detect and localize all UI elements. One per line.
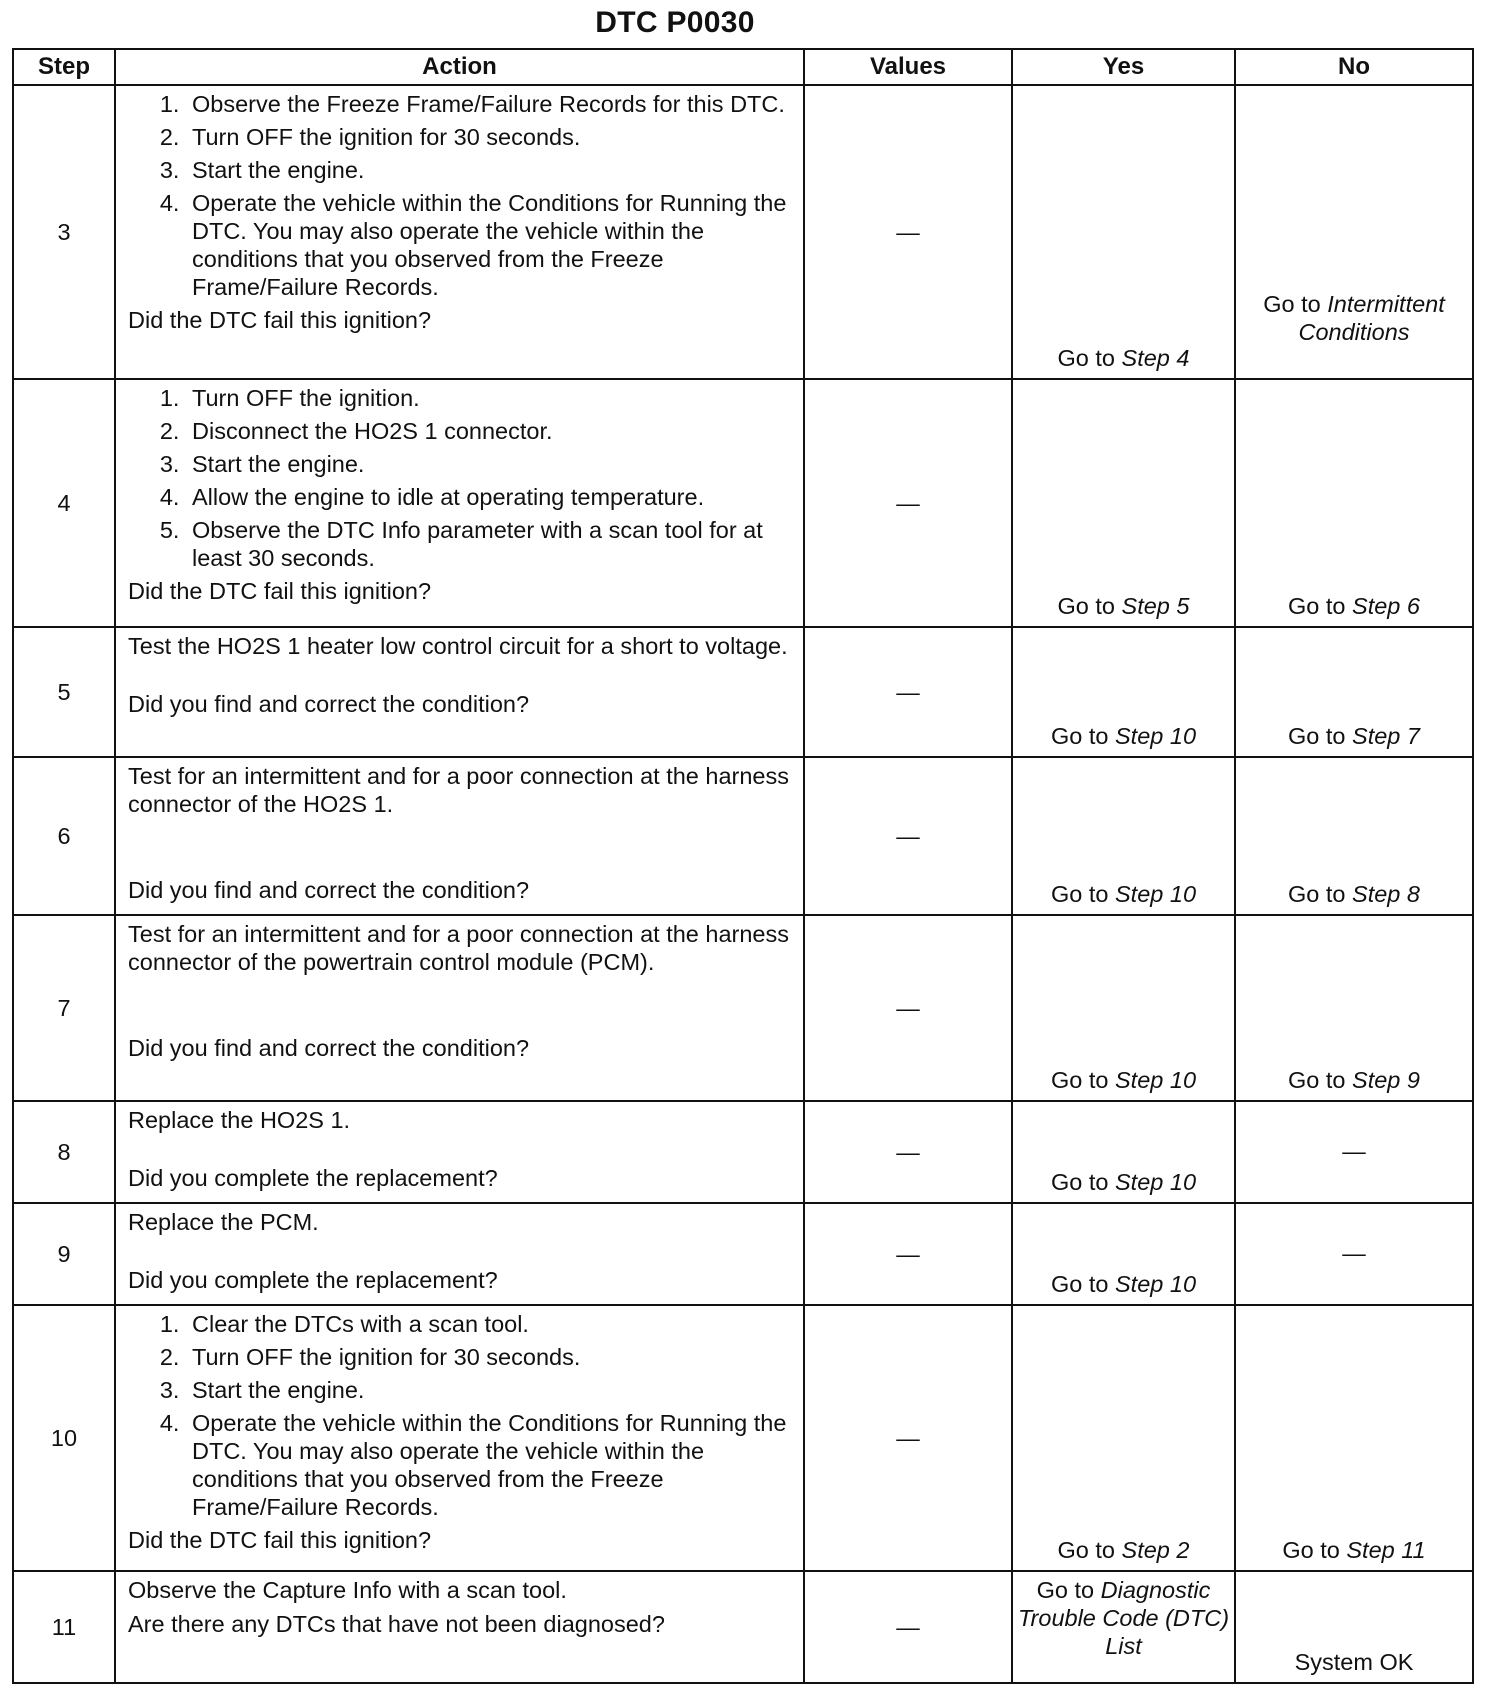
yes-link-step-10[interactable]: Step 10 [1115, 881, 1197, 907]
no-cell [1235, 1101, 1473, 1203]
go-to-label: Go to [1263, 291, 1321, 317]
action-question: Did you find and correct the condition? [128, 1035, 530, 1061]
action-question: Did you find and correct the condition? [128, 877, 530, 903]
action-list [128, 90, 793, 301]
action-text: Test the HO2S 1 heater low control circuit for a short to voltage. [128, 633, 788, 659]
action-list [128, 384, 793, 572]
action-question: Did the DTC fail this ignition? [128, 1527, 432, 1553]
yes-cell [1012, 85, 1235, 379]
go-to-label: Go to [1050, 1067, 1109, 1093]
yes-link-step-10[interactable]: Step 10 [1115, 723, 1197, 749]
values-dash: — [896, 1241, 920, 1267]
no-cell [1235, 757, 1473, 915]
values-cell [804, 1305, 1012, 1571]
action-question: Did the DTC fail this ignition? [128, 307, 432, 333]
step-number: 11 [13, 1571, 115, 1683]
no-link-step-11[interactable]: Step 11 [1346, 1537, 1426, 1563]
no-link-step-9[interactable]: Step 9 [1352, 1067, 1420, 1093]
no-dash: — [1342, 1240, 1366, 1266]
action-list [128, 1310, 793, 1521]
yes-link-step-10[interactable]: Step 10 [1115, 1271, 1197, 1297]
no-cell [1235, 1571, 1473, 1683]
action-text: Test for an intermittent and for a poor connection at the harness connector of the powertrain control module (PCM). [128, 921, 789, 975]
yes-cell [1012, 1101, 1235, 1203]
action-question: Did you complete the replacement? [128, 1165, 498, 1191]
action-cell [115, 1305, 804, 1571]
go-to-label: Go to [1036, 1577, 1095, 1603]
action-cell [115, 379, 804, 627]
yes-link-step-2[interactable]: Step 2 [1121, 1537, 1190, 1563]
action-cell [115, 1101, 804, 1203]
no-cell [1235, 915, 1473, 1101]
step-number: 6 [13, 757, 115, 915]
values-dash: — [896, 679, 920, 705]
go-to-label: Go to [1288, 1067, 1346, 1093]
table-row-step-8 [13, 1101, 1473, 1203]
action-text: Replace the HO2S 1. [128, 1107, 351, 1133]
action-question: Are there any DTCs that have not been diagnosed? [128, 1611, 665, 1637]
column-header-values: Values [804, 49, 1012, 85]
values-dash: — [896, 490, 920, 516]
table-row-step-7 [13, 915, 1473, 1101]
values-cell [804, 1571, 1012, 1683]
no-cell [1235, 379, 1473, 627]
action-item: 4. Operate the vehicle within the Conditions for Running the DTC. You may also operate the vehicle within the conditions that you observed from the Freeze Frame/Failure Records. [186, 1409, 793, 1521]
go-to-label: Go to [1050, 881, 1109, 907]
go-to-label: Go to [1057, 593, 1115, 619]
values-cell [804, 757, 1012, 915]
no-cell [1235, 627, 1473, 757]
action-question: Did the DTC fail this ignition? [128, 578, 432, 604]
action-item: 3. Start the engine. [186, 1376, 793, 1404]
action-item: 1. Observe the Freeze Frame/Failure Records for this DTC. [186, 90, 793, 118]
no-cell [1235, 85, 1473, 379]
values-dash: — [896, 1425, 920, 1451]
go-to-label: Go to [1050, 723, 1109, 749]
yes-cell [1012, 1203, 1235, 1305]
step-number: 7 [13, 915, 115, 1101]
go-to-label: Go to [1288, 723, 1346, 749]
action-item: 1. Clear the DTCs with a scan tool. [186, 1310, 793, 1338]
step-number: 3 [13, 85, 115, 379]
action-cell [115, 627, 804, 757]
values-dash: — [896, 219, 920, 245]
action-cell [115, 85, 804, 379]
yes-cell [1012, 1305, 1235, 1571]
action-item: 5. Observe the DTC Info parameter with a scan tool for at least 30 seconds. [186, 516, 793, 572]
no-link-step-6[interactable]: Step 6 [1352, 593, 1420, 619]
yes-cell [1012, 1571, 1235, 1683]
step-number: 8 [13, 1101, 115, 1203]
yes-link-step-10[interactable]: Step 10 [1115, 1169, 1197, 1195]
no-cell [1235, 1305, 1473, 1571]
yes-link-step-5[interactable]: Step 5 [1121, 593, 1190, 619]
yes-cell [1012, 915, 1235, 1101]
go-to-label: Go to [1288, 593, 1346, 619]
table-row-step-11 [13, 1571, 1473, 1683]
no-link-step-7[interactable]: Step 7 [1352, 723, 1420, 749]
action-text: Observe the Capture Info with a scan tool. [128, 1577, 567, 1603]
yes-cell [1012, 379, 1235, 627]
no-link-step-8[interactable]: Step 8 [1352, 881, 1420, 907]
action-item: 4. Allow the engine to idle at operating temperature. [186, 483, 793, 511]
column-header-step: Step [13, 49, 115, 85]
step-number: 9 [13, 1203, 115, 1305]
action-text: Test for an intermittent and for a poor connection at the harness connector of the HO2S 1. [128, 763, 789, 817]
system-ok-text: System OK [1294, 1649, 1414, 1675]
values-dash: — [896, 823, 920, 849]
yes-cell [1012, 757, 1235, 915]
values-dash: — [896, 1139, 920, 1165]
go-to-label: Go to [1050, 1271, 1109, 1297]
action-item: 1. Turn OFF the ignition. [186, 384, 793, 412]
no-link-intermittent-conditions[interactable]: Intermittent Conditions [1298, 291, 1445, 345]
table-row-step-6 [13, 757, 1473, 915]
action-cell [115, 757, 804, 915]
values-cell [804, 85, 1012, 379]
action-item: 3. Start the engine. [186, 156, 793, 184]
table-row-step-9 [13, 1203, 1473, 1305]
page-title: DTC P0030 [595, 6, 755, 39]
no-cell [1235, 1203, 1473, 1305]
go-to-label: Go to [1057, 345, 1115, 371]
no-dash: — [1342, 1138, 1366, 1164]
action-item: 2. Turn OFF the ignition for 30 seconds. [186, 1343, 793, 1371]
table-row-step-4 [13, 379, 1473, 627]
go-to-label: Go to [1288, 881, 1346, 907]
yes-link-step-4[interactable]: Step 4 [1121, 345, 1190, 371]
action-question: Did you find and correct the condition? [128, 691, 530, 717]
values-cell [804, 915, 1012, 1101]
table-header-row [13, 49, 1473, 85]
yes-link-step-10[interactable]: Step 10 [1115, 1067, 1197, 1093]
step-number: 10 [13, 1305, 115, 1571]
yes-cell [1012, 627, 1235, 757]
column-header-yes: Yes [1012, 49, 1235, 85]
table-row-step-10 [13, 1305, 1473, 1571]
column-header-no: No [1235, 49, 1473, 85]
values-cell [804, 1101, 1012, 1203]
step-number: 5 [13, 627, 115, 757]
values-dash: — [896, 1614, 920, 1640]
yes-link-dtc-list[interactable]: Diagnostic Trouble Code (DTC) List [1017, 1577, 1230, 1659]
action-item: 4. Operate the vehicle within the Conditions for Running the DTC. You may also operate the vehicle within the conditions that you observed from the Freeze Frame/Failure Records. [186, 189, 793, 301]
action-cell [115, 915, 804, 1101]
step-number: 4 [13, 379, 115, 627]
action-question: Did you complete the replacement? [128, 1267, 498, 1293]
table-row-step-3 [13, 85, 1473, 379]
values-dash: — [896, 995, 920, 1021]
action-text: Replace the PCM. [128, 1209, 319, 1235]
action-item: 2. Turn OFF the ignition for 30 seconds. [186, 123, 793, 151]
diagnostic-table [12, 48, 1474, 1684]
action-item: 3. Start the engine. [186, 450, 793, 478]
action-cell [115, 1571, 804, 1683]
action-item: 2. Disconnect the HO2S 1 connector. [186, 417, 793, 445]
go-to-label: Go to [1282, 1537, 1340, 1563]
table-row-step-5 [13, 627, 1473, 757]
values-cell [804, 379, 1012, 627]
go-to-label: Go to [1057, 1537, 1115, 1563]
column-header-action: Action [115, 49, 804, 85]
go-to-label: Go to [1050, 1169, 1109, 1195]
values-cell [804, 627, 1012, 757]
action-cell [115, 1203, 804, 1305]
values-cell [804, 1203, 1012, 1305]
